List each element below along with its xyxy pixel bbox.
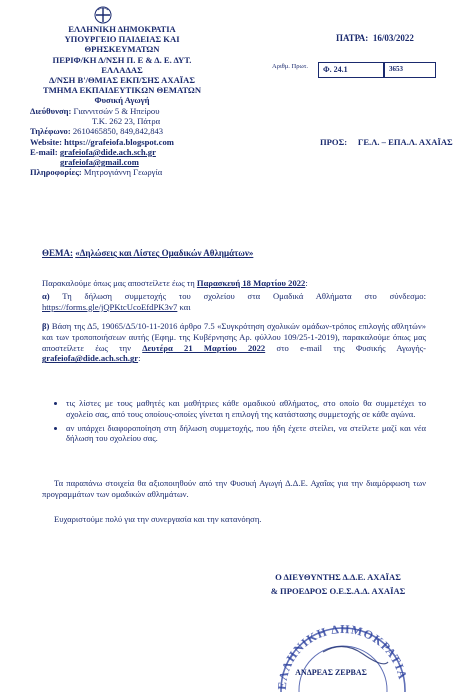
recipient: [320, 137, 453, 147]
recipient-value: ΓΕ.Λ. – ΕΠΑ.Λ. ΑΧΑΪΑΣ: [357, 137, 453, 147]
protocol-code: Φ. 24.1: [323, 65, 348, 74]
item-b-deadline: Δευτέρα 21 Μαρτίου 2022: [142, 342, 266, 353]
header-line: ΘΡΗΣΚΕΥΜΑΤΩΝ: [84, 44, 160, 55]
bullet-list: [48, 398, 426, 447]
website-link[interactable]: https://grafeiofa.blogspot.com: [64, 136, 174, 147]
subject-line: [42, 248, 253, 258]
recipient-label: ΠΡΟΣ:: [320, 137, 348, 147]
header-line: ΕΛΛΑΔΑΣ: [101, 64, 143, 75]
protocol-number: 3653: [389, 65, 403, 73]
address-block: [30, 106, 230, 177]
item-a-label: α): [42, 291, 50, 301]
header-line: Φυσική Αγωγή: [94, 95, 150, 106]
signature-title-2: & ΠΡΟΕΔΡΟΣ Ο.Ε.Σ.Α.Δ. ΑΧΑΪΑΣ: [270, 586, 406, 596]
address-label: Διεύθυνση:: [30, 106, 72, 116]
signatory-name: ΑΝΔΡΕΑΣ ΖΕΡΒΑΣ: [295, 668, 367, 677]
item-a: [42, 291, 426, 313]
item-a-text: Τη δήλωση συμμετοχής του σχολείου στα Ομαδικά Αθλήματα στο σύνδεσμο:: [49, 291, 426, 301]
intro-paragraph: [42, 278, 426, 289]
intro-text: Παρακαλούμε όπως μας αποστείλετε έως τη: [42, 278, 197, 288]
phone-label: Τηλέφωνο:: [30, 126, 71, 137]
intro-colon: :: [305, 278, 308, 288]
subject-label: ΘΕΜΑ:: [42, 248, 73, 258]
website-label: Website:: [30, 136, 62, 147]
date-value: 16/03/2022: [372, 33, 414, 43]
item-a-and: και: [177, 301, 191, 312]
email-label: E-mail:: [30, 146, 58, 157]
header-line: ΥΠΟΥΡΓΕΙΟ ΠΑΙΔΕΙΑΣ ΚΑΙ: [64, 34, 180, 45]
item-b-mid: στο e-mail της Φυσικής Αγωγής-: [265, 342, 426, 353]
address-value: Γιαννιτσών 5 & Ηπείρου: [73, 106, 160, 116]
protocol-code-box: [318, 62, 384, 78]
greek-emblem-icon: [93, 5, 113, 25]
item-b-end: :: [138, 353, 141, 364]
protocol-label: Αριθμ. Πρωτ.: [272, 63, 308, 70]
header-line: ΤΜΗΜΑ ΕΚΠΑΙΔΕΥΤΙΚΩΝ ΘΕΜΑΤΩΝ: [42, 85, 202, 96]
item-b-text: Βάση της Δ5, 19065/Δ5/10-11-2016 άρθρο 7.5 «Συγκρότηση σχολικών ομάδων-τρόπος επιλογής αθλητών» και των τροποποιήσεων αυτής (Εφημ. της Κυβέρνησης Αρ. φύλλου 109/25-1-2019), παρακαλούμε όπως μας αποστείλετε έως την: [42, 321, 426, 353]
thanks-line: Ευχαριστούμε πολύ για την συνεργασία και την κατανόηση.: [54, 514, 262, 524]
stamp-text: ΕΛΛΗΝΙΚΗ ΔΗΜΟΚΡΑΤΙΑ: [274, 621, 411, 691]
phone-value: 2610465850, 849,842,843: [72, 126, 164, 137]
item-b: [42, 321, 426, 364]
header-line: ΠΕΡΙΦ/ΚΗ Δ/ΝΣΗ Π. Ε & Δ. Ε. ΔΥΤ.: [52, 54, 192, 65]
list-item: • τις λίστες με τους μαθητές και μαθήτριες κάθε ομαδικού αθλήματος, στο οποίο θα συμμετέχει το σχολείο σας, από τους οποίους-οποίες γίνεται η επιλογή της κατάστασης συμμετοχής σε κάθε αγώνα.: [66, 398, 426, 420]
item-b-label: β): [42, 321, 50, 331]
official-stamp: [268, 592, 418, 692]
item-b-email-link[interactable]: grafeiofa@dide.ach.sch.gr: [42, 353, 139, 364]
place-date-label: ΠΑΤΡΑ:: [336, 33, 369, 43]
list-item: • αν υπάρχει διαφοροποίηση στη δήλωση συμμετοχής, που ήδη έχετε στείλει, να στείλετε μαζί και νέα δήλωση του σχολείου σας.: [66, 423, 426, 445]
email-link-2[interactable]: grafeiofa@gmail.com: [60, 157, 139, 168]
info-value: Μητρογιάννη Γεωργία: [83, 167, 163, 178]
svg-text:ΕΛΛΗΝΙΚΗ ΔΗΜΟΚΡΑΤΙΑ: [275, 622, 410, 690]
sender-header: [22, 24, 222, 106]
forms-link[interactable]: https://forms.gle/jQPKtcUcoEfdPK3v7: [42, 301, 178, 312]
place-date: [336, 33, 414, 43]
email-link[interactable]: grafeiofa@dide.ach.sch.gr: [59, 146, 156, 157]
info-label: Πληροφορίες:: [30, 167, 82, 178]
postal-code: Τ.Κ. 262 23, Πάτρα: [92, 116, 161, 127]
header-line: ΕΛΛΗΝΙΚΗ ΔΗΜΟΚΡΑΤΙΑ: [68, 24, 176, 34]
intro-deadline: Παρασκευή 18 Μαρτίου 2022: [196, 278, 306, 288]
header-line: Δ/ΝΣΗ Β'/ΘΜΙΑΣ ΕΚΠ/ΣΗΣ ΑΧΑΪΑΣ: [49, 75, 195, 86]
closing-paragraph: Τα παραπάνω στοιχεία θα αξιοποιηθούν από την Φυσική Αγωγή Δ.Δ.Ε. Αχαΐας για την διαμόρφωση των προγραμμάτων των ομαδικών αθλημάτων.: [42, 478, 426, 499]
signature-title-1: Ο ΔΙΕΥΘΥΝΤΗΣ Δ.Δ.Ε. ΑΧΑΪΑΣ: [275, 572, 401, 582]
subject-text: «Δηλώσεις και Λίστες Ομαδικών Αθλημάτων»: [75, 248, 254, 258]
protocol-number-box: [384, 62, 436, 78]
